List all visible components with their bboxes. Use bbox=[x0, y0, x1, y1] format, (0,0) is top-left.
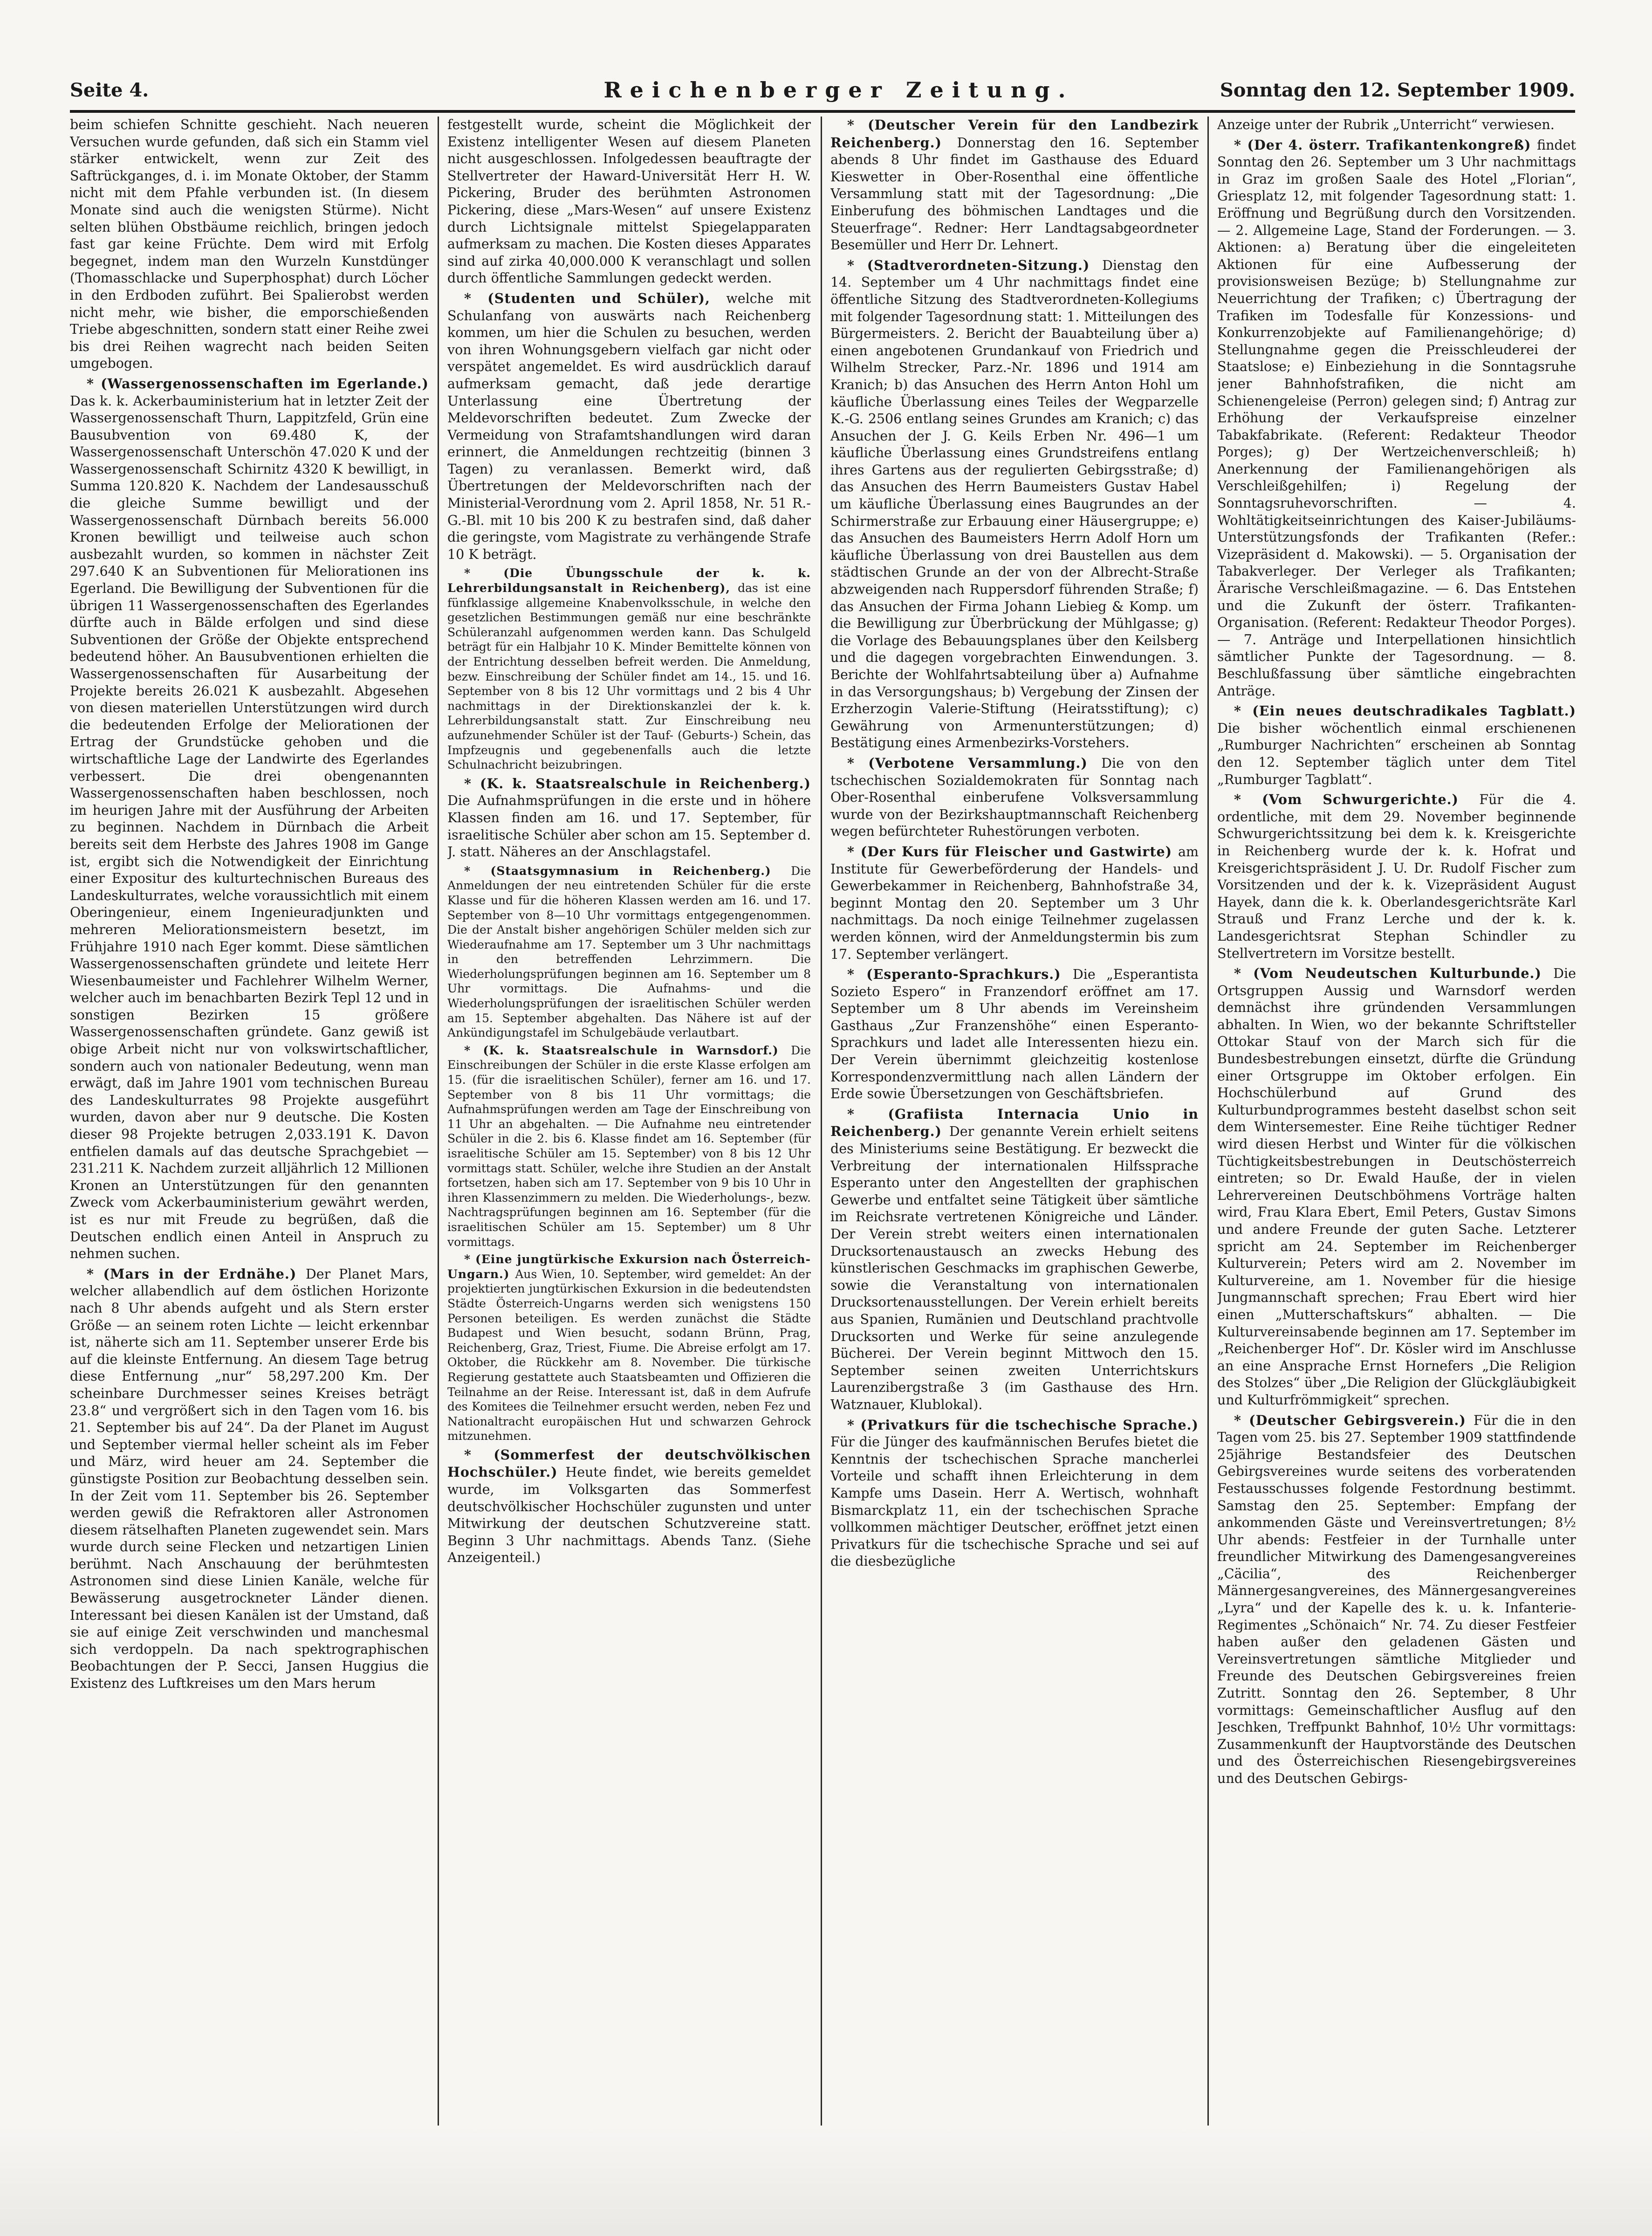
news-article bbox=[1217, 1412, 1576, 1788]
text-column-2 bbox=[447, 117, 811, 2126]
article-body: Der genannte Verein erhielt seitens des Ministeriums seine Bestätigung. Er bezweckt die Verbreitung der internationalen Hilfssprache Esperanto unter den Angestellten der graphischen Gewerbe und entfaltet seine Tätigkeit über sämtliche im Reichsrate vertretenen Königreiche und Länder. Der Verein strebt weiters einen internationalen Drucksortenaustausch an zwecks Hebung des künstlerischen Geschmacks im graphischen Gewerbe, sowie die Veranstaltung von internationalen Drucksortenausstellungen. Der Verein erhielt bereits aus Spanien, Rumänien und Deutschland prachtvolle Drucksorten und Werke für seine anzulegende Bücherei. Der Verein beginnt Mittwoch den 15. September seinen zweiten Unterrichtskurs Laurenzibergstraße 3 (im Gasthause des Hrn. Watznauer, Klublokal). bbox=[830, 1124, 1199, 1412]
column-divider bbox=[1207, 117, 1209, 2126]
article-headline: * (Deutscher Verein für den Landbezirk Reichenberg.) bbox=[830, 117, 1199, 151]
news-article bbox=[830, 1417, 1199, 1570]
news-article bbox=[447, 1252, 811, 1444]
article-headline: * (Vom Schwurgerichte.) bbox=[1234, 791, 1480, 808]
news-article bbox=[70, 375, 429, 1263]
page-number: Seite 4. bbox=[70, 79, 149, 101]
news-article bbox=[447, 864, 811, 1040]
article-body: am Institute für Gewerbeförderung der Handels- und Gewerbekammer in Reichenberg, Bahnhofstraße 34, beginnt Montag den 20. September um 3 Uhr nachmittags. Da noch einige Teilnehmer zugelassen werden können, wird der Anmeldungstermin bis zum 17. September verlängert. bbox=[830, 844, 1199, 962]
article-body: Für die in den Tagen vom 25. bis 27. September 1909 stattfindende 25jährige Bestandsfeier des Deutschen Gebirgsvereines wurde seitens des vorberatenden Festausschusses folgende Festordnung bestimmt. Samstag den 25. September: Empfang der ankommenden Gäste und Vereinsvertretungen; 8½ Uhr abends: Festfeier in der Turnhalle unter freundlicher Mitwirkung des Damengesangvereines „Cäcilia“, des Reichenberger Männergesangvereines, des Männergesangvereines „Lyra“ und der Kapelle des k. u. k. Infanterie-Regimentes „Schönaich“ Nr. 74. Zu dieser Festfeier haben außer den geladenen Gästen und Vereinsvertretungen sämtliche Mitglieder und Freunde des Deutschen Gebirgsvereines freien Zutritt. Sonntag den 26. September, 8 Uhr vormittags: Gemeinschaftlicher Ausflug auf den Jeschken, Treffpunkt Bahnhof, 10½ Uhr vormittags: Zusammenkunft der Hauptvorstände des Deutschen und des Österreichischen Riesengebirgsvereines und des Deutschen Gebirgs- bbox=[1217, 1412, 1576, 1786]
news-article bbox=[447, 775, 811, 861]
news-article bbox=[447, 1043, 811, 1249]
news-article bbox=[830, 966, 1199, 1103]
news-article bbox=[70, 1266, 429, 1692]
article-body: Die „Esperantista Sozieto Espero“ in Franzendorf eröffnet am 17. September um 8 Uhr abends im Vereinsheim Gasthaus „Zur Franzenshöhe“ einen Esperanto-Sprachkurs und ladet alle Interessenten hiezu ein. Der Verein übernimmt gleichzeitig kostenlose Korrespondenzvermittlung nach allen Ländern der Erde sowie Übersetzungen von Geschäftsbriefen. bbox=[830, 967, 1199, 1102]
news-article bbox=[447, 566, 811, 772]
news-article bbox=[447, 1446, 811, 1567]
article-headline: * (Privatkurs für die tschechische Sprache.) bbox=[847, 1417, 1199, 1433]
article-body: Dienstag den 14. September um 4 Uhr nachmittags findet eine öffentliche Sitzung des Stadtverordneten-Kollegiums mit folgender Tagesordnung statt: 1. Mitteilungen des Bürgermeisters. 2. Bericht der Bauabteilung über a) einen angebotenen Grundankauf von Friedrich und Wilhelm Strecker, Parz.-Nr. 1896 und 1914 am Kranich; b) das Ansuchen des Herrn Anton Hohl um käufliche Überlassung eines Teiles der Wegparzelle K.-G. 2506 entlang seines Grundes am Kranich; c) das Ansuchen der J. G. Keils Erben Nr. 496—1 um käufliche Überlassung eines Grundstreifens entlang ihres Gartens aus der regulierten Gebirgsstraße; d) das Ansuchen des Herrn Baumeisters Gustav Habel um käufliche Überlassung eines Baugrundes an der Schirmerstraße zur Erbauung einer Häusergruppe; e) das Ansuchen des Baumeisters Herrn Adolf Horn um käufliche Überlassung von drei Baustellen aus dem städtischen Grunde an der von der Albrecht-Straße abzweigenden nach Ruppersdorf führenden Straße; f) das Ansuchen der Firma Johann Liebieg & Komp. um die Bewilligung zur Überbrückung der Mühlgasse; g) die Vorlage des Bebauungsplanes über den Keilsberg und die dagegen vorgebrachten Einwendungen. 3. Berichte der Wohlfahrtsabteilung über a) Aufnahme in das Versorgungshaus; b) Vergebung der Zinsen der Erzherzogin Valerie-Stiftung (Heiratsstiftung); c) Gewährung von Armenunterstützungen; d) Bestätigung eines Armenbezirks-Vorstehers. bbox=[830, 257, 1199, 751]
article-body: Für die Jünger des kaufmännischen Berufes bietet die Kenntnis der tschechischen Sprache mancherlei Vorteile und schafft ihnen Erleichterung in dem Kampfe ums Dasein. Herr A. Wertisch, wohnhaft Bismarckplatz 11, ein der tschechischen Sprache vollkommen mächtiger Deutscher, eröffnet jetzt einen Privatkurs für die tschechische Sprache und sei auf die diesbezügliche bbox=[830, 1434, 1199, 1569]
news-article bbox=[1217, 965, 1576, 1409]
article-body: Die Einschreibungen der Schüler in die erste Klasse erfolgen am 15. (für die israelitischen Schüler), ferner am 16. und 17. September von 8 bis 11 Uhr vormittags; die Aufnahmsprüfungen werden am Tage der Einschreibung von 11 Uhr an abgehalten. — Die Aufnahme neu eintretender Schüler in die 2. bis 6. Klasse findet am 16. September (für israelitische Schüler am 15. September) von 8 bis 12 Uhr vormittags statt. Schüler, welche ihre Studien an der Anstalt fortsetzen, haben sich am 17. September von 9 bis 10 Uhr in ihren Klassenzimmern zu melden. Die Wiederholungs-, bezw. Nachtragsprüfungen beginnen am 16. September (für die israelitischen Schüler am 15. September) um 8 Uhr vormittags. bbox=[447, 1043, 811, 1249]
article-headline: * (Staatsgymnasium in Reichenberg.) bbox=[464, 864, 791, 878]
column-divider bbox=[821, 117, 822, 2126]
article-headline: * (Die Übungsschule der k. k. Lehrerbildungsanstalt in Reichenberg), bbox=[447, 566, 811, 595]
article-body: Der Planet Mars, welcher allabendlich auf dem östlichen Horizonte nach 8 Uhr abends aufgeht und als Stern erster Größe — an seinem roten Lichte — leicht erkennbar ist, näherte sich am 11. September unserer Erde bis auf die kleinste Entfernung. An diesem Tage betrug diese Entfernung „nur“ 58,297.200 Km. Der scheinbare Durchmesser seines Kreises beträgt 23.8“ und vergrößert sich in den Tagen vom 16. bis 21. September bis auf 24“. Da der Planet im August und September viermal heller scheint als im Feber und März, wird heuer am 24. September die günstigste Position zur Beobachtung desselben sein. In der Zeit vom 11. September bis 26. September werden gewiß die Refraktoren aller Astronomen diesem rätselhaften Planeten zugewendet sein. Mars wurde durch seine Flecken und netzartigen Linien berühmt. Nach Anschauung der berühmtesten Astronomen sind diese Linien Kanäle, welche für Bewässerung ausgetrockneter Länder dienen. Interessant bei diesen Kanälen ist der Umstand, daß sie auf einige Zeit verschwinden und manchesmal sich verdoppeln. Da nach spektrographischen Beobachtungen der P. Secci, Jansen Huggius die Existenz des Luftkreises um den Mars herum bbox=[70, 1266, 429, 1692]
continued-text: festgestellt wurde, scheint die Möglichkeit der Existenz intelligenter Wesen auf diesem Planeten nicht ausgeschlossen. Infolgedessen beauftragte der Stellvertreter der Haward-Universität Herr H. W. Pickering, Bruder des berühmten Astronomen Pickering, diese „Mars-Wesen“ auf unsere Existenz durch Lichtsignale mittelst Spiegelapparaten aufmerksam zu machen. Die Kosten dieses Apparates sind auf zirka 40,000.000 K veranschlagt und sollen durch öffentliche Sammlungen gedeckt werden. bbox=[447, 117, 811, 286]
article-body: findet Sonntag den 26. September um 3 Uhr nachmittags in Graz im großen Saale des Hotel „Florian“, Griesplatz 12, mit folgender Tagesordnung statt: 1. Eröffnung und Begrüßung durch den Vorsitzenden. — 2. Allgemeine Lage, Stand der Forderungen. — 3. Aktionen: a) Beratung über die eingeleiteten Aktionen für eine Aufbesserung der provisionsweisen Bezüge; b) Stellungnahme zur Neuerrichtung der Trafiken; c) Übertragung der Trafiken im Todesfalle für Konzessions- und Konkurrenzobjekte auf Familienangehörige; d) Stellungnahme gegen die Preisschleuderei der Staatslose; e) Einbeziehung in die Sonntagsruhe jener Bahnhofstrafiken, die nicht am Schienengeleise (Perron) gelegen sind; f) Antrag zur Erhöhung der Verkaufspreise einzelner Tabakfabrikate. (Referent: Redakteur Theodor Porges); g) Der Wertzeichenverschleiß; h) Anerkennung der Familienangehörigen als Verschleißgehilfen; i) Regelung der Sonntagsruhevorschriften. — 4. Wohltätigkeitseinrichtungen des Kaiser-Jubiläums-Unterstützungsfonds der Trafikanten (Refer.: Vizepräsident d. Makowski). — 5. Organisation der Tabakverleger. Der Verleger als Trafikanten; Ärarische Verschleißmagazine. — 6. Das Entstehen und die Zukunft der österr. Trafikanten-Organisation. (Referent: Redakteur Theodor Porges). — 7. Anträge und Interpellationen hinsichtlich sämtlicher Punkte der Tagesordnung. — 8. Beschlußfassung über sämtliche eingebrachten Anträge. bbox=[1217, 137, 1576, 699]
article-headline: * (Ein neues deutschradikales Tagblatt.) bbox=[1234, 703, 1576, 719]
article-body: welche mit Schulanfang von auswärts nach Reichenberg kommen, um hier die Schulen zu besuchen, werden von ihren Wohnungsgebern vielfach gar nicht oder verspätet angemeldet. Es wird ausdrücklich darauf aufmerksam gemacht, daß jede derartige Unterlassung eine Übertretung der Meldevorschriften bedeutet. Zum Zwecke der Vermeidung von Strafamtshandlungen wird daran erinnert, die Anmeldungen rechtzeitig (binnen 3 Tagen) zu veranlassen. Bemerkt wird, daß Übertretungen der Meldevorschriften nach der Ministerial-Verordnung vom 2. April 1858, Nr. 51 R.-G.-Bl. mit 10 bis 200 K zu bestrafen sind, daß daher die geringste, vom Magistrate zu verhängende Strafe 10 K beträgt. bbox=[447, 290, 811, 562]
article-headline: * (Studenten und Schüler), bbox=[464, 290, 727, 306]
article-headline: * (Eine jungtürkische Exkursion nach Österreich-Ungarn.) bbox=[447, 1252, 811, 1281]
article-headline: * (Der 4. österr. Trafikantenkongreß) bbox=[1234, 137, 1537, 153]
article-headline: * (Sommerfest der deutschvölkischen Hochschüler.) bbox=[447, 1446, 811, 1480]
issue-date: Sonntag den 12. September 1909. bbox=[1220, 79, 1575, 101]
article-body: das ist eine fünfklassige allgemeine Knabenvolksschule, in welche den gesetzlichen Bestimmungen gemäß nur eine beschränkte Schüleranzahl aufgenommen werden kann. Das Schulgeld beträgt für ein Halbjahr 10 K. Minder Bemittelte können von der Entrichtung desselben befreit werden. Die Anmeldung, bezw. Einschreibung der Schüler findet am 14., 15. und 16. September von 8 bis 12 Uhr vormittags und 2 bis 4 Uhr nachmittags in der Direktionskanzlei der k. k. Lehrerbildungsanstalt statt. Zur Einschreibung neu aufzunehmender Schüler ist der Tauf- (Geburts-) Schein, das Impfzeugnis und gegebenenfalls auch die letzte Schulnachricht beizubringen. bbox=[447, 581, 811, 772]
news-article bbox=[830, 755, 1199, 840]
news-article bbox=[1217, 702, 1576, 788]
article-body: Donnerstag den 16. September abends 8 Uhr findet im Gasthause des Eduard Kieswetter in Ober-Rosenthal eine öffentliche Versammlung statt mit der Tagesordnung: „Die Einberufung des böhmischen Landtages und die Steuerfrage“. Redner: Herr Landtagsabgeordneter Besemüller und Herr Dr. Lehnert. bbox=[830, 135, 1199, 253]
article-headline: * (Grafiista Internacia Unio in Reichenberg.) bbox=[830, 1106, 1199, 1140]
article-body: Heute findet, wie bereits gemeldet wurde, im Volksgarten das Sommerfest deutschvölkischer Hochschüler zugunsten und unter Mitwirkung der deutschen Schutzvereine statt. Beginn 3 Uhr nachmittags. Abends Tanz. (Siehe Anzeigenteil.) bbox=[447, 1465, 811, 1566]
article-body: Das k. k. Ackerbauministerium hat in letzter Zeit der Wassergenossenschaft Thurn, Lappitzfeld, Grün eine Bausubvention von 69.480 K, der Wassergenossenschaft Unterschön 47.020 K und der Wassergenossenschaft Schirnitz 4320 K bewilligt, in Summa 120.820 K. Nachdem der Landesausschuß die gleiche Summe bewilligt und der Wassergenossenschaft Dürnbach bereits 56.000 Kronen bewilligt und teilweise auch schon ausbezahlt wurden, so kommen in nächster Zeit 297.640 K an Subventionen für Meliorationen ins Egerland. Die Bewilligung der Subventionen für die übrigen 11 Wassergenossenschaften des Egerlandes dürfte auch in Bälde erfolgen und sind diese Subventionen der Größe der Objekte entsprechend bedeutend höher. An Bausubventionen erhielten die Wassergenossenschaften für Ausarbeitung der Projekte bereits 26.021 K ausbezahlt. Abgesehen von diesen materiellen Unterstützungen wird durch die bedeutenden Erfolge der Meliorationen der Ertrag der Grundstücke gehoben und die wirtschaftliche Lage der Landwirte des Egerlandes verbessert. Die drei obengenannten Wassergenossenschaften haben beschlossen, noch im heurigen Jahre mit der Ausführung der Arbeiten zu beginnen. Nachdem in Dürnbach die Arbeit bereits seit dem Herbste des Jahres 1908 im Gange ist, ergibt sich die Notwendigkeit der Einrichtung einer Expositur des kulturtechnischen Bureaus des Landeskulturrates, welche voraussichtlich mit einem Oberingenieur, einem Ingenieuradjunkten und mehreren Meliorationsmeistern besetzt, im Frühjahre 1910 nach Eger kommt. Diese sämtlichen Wassergenossenschaften gründete und leitete Herr Wiesenbaumeister und Fachlehrer Wilhelm Werner, welcher auch im benachbarten Bezirk Tepl 12 und in sonstigen Bezirken 15 größere Wassergenossenschaften gründete. Ganz gewiß ist obige Arbeit nicht nur von volkswirtschaftlicher, sondern auch von nationaler Bedeutung, wenn man erwägt, daß im Jahre 1901 vom technischen Bureau des Landeskulturrates 98 Projekte ausgeführt wurden, davon aber nur 9 deutsche. Die Kosten dieser 98 Projekte betrugen 2,033.191 K. Davon entfielen damals auf das deutsche Sprachgebiet — 231.211 K. Nachdem zurzeit alljährlich 12 Millionen Kronen an Unterstützungen für den genannten Zweck vom Ackerbauministerium gewährt werden, ist es nur mit Freude zu begrüßen, daß die Deutschen endlich einen Anteil in Anspruch zu nehmen suchen. bbox=[70, 393, 429, 1262]
news-article bbox=[830, 117, 1199, 254]
article-body: Die Aufnahmsprüfungen in die erste und in höhere Klassen finden am 16. und 17. September, für israelitische Schüler aber schon am 15. September d. J. statt. Näheres an der Anschlagstafel. bbox=[447, 793, 811, 860]
article-headline: * (Stadtverordneten-Sitzung.) bbox=[847, 257, 1103, 273]
article-body: Aus Wien, 10. September, wird gemeldet: An der projektierten jungtürkischen Exkursion in die bedeutendsten Städte Österreich-Ungarns werden sich wenigstens 150 Personen beteiligen. Es werden zunächst die Städte Budapest und Wien besucht, sodann Brünn, Prag, Reichenberg, Graz, Triest, Fiume. Die Abreise erfolgt am 17. Oktober, die Rückkehr am 8. November. Die türkische Regierung gestattete auch Staatsbeamten und Offizieren die Teilnahme an der Reise. Interessant ist, daß in dem Aufrufe des Komitees die Teilnehmer ersucht werden, neben Fez und Nationaltracht europäischen Hut und schwarzen Gehrock mitzunehmen. bbox=[447, 1267, 811, 1443]
article-body: Die Ortsgruppen Aussig und Warnsdorf werden demnächst ihre gründenden Versammlungen abhalten. In Wien, wo der bekannte Schriftsteller Ottokar Stauf von der March sich für die Bundesbestrebungen einsetzt, dürfte die Gründung einer Ortsgruppe im Oktober erfolgen. Ein Hochschülerbund auf Grund des Kulturbundprogrammes besteht daselbst schon seit dem Wintersemester. Eine Reihe tüchtiger Redner wird diesen Herbst und Winter für die völkischen Tüchtigkeitsbestrebungen in Deutschösterreich eintreten; so Dr. Ewald Hauße, der in vielen Lehrervereinen Deutschböhmens Vorträge halten wird, Frau Klara Ebert, Emil Peters, Gustav Simons und andere Freunde der guten Sache. Letzterer spricht am 24. September im Reichenberger Kulturverein; Peters wird am 2. November im Kulturvereine, am 1. November für die hiesige Jungmannschaft sprechen; Frau Ebert wird hier einen „Mutterschaftskurs“ abhalten. — Die Kulturvereinsabende beginnen am 17. September im „Reichenberger Hof“. Dr. Kösler wird im Anschlusse an eine Ansprache Ernst Hornefers „Die Religion des Stolzes“ über „Die Religion der Glückgläubigkeit und Kulturfrömmigkeit“ sprechen. bbox=[1217, 966, 1576, 1408]
article-headline: * (Wassergenossenschaften im Egerlande.) bbox=[87, 375, 429, 392]
column-divider bbox=[438, 117, 439, 2126]
page-header bbox=[70, 74, 1575, 106]
article-headline: * (Deutscher Gebirgsverein.) bbox=[1234, 1412, 1474, 1428]
article-headline: * (K. k. Staatsrealschule in Reichenberg.) bbox=[464, 775, 811, 791]
article-body: Für die 4. ordentliche, mit dem 29. November beginnende Schwurgerichtssitzung bei dem k. k. Kreisgerichte in Reichenberg wurde der k. k. Hofrat und Kreisgerichtspräsident J. U. Dr. Rudolf Fischer zum Vorsitzenden und der k. k. Vizepräsident August Hayek, dann die k. k. Oberlandesgerichtsräte Karl Strauß und Franz Lerche und der k. k. Landesgerichtsrat Stephan Schindler zu Stellvertretern im Vorsitze bestellt. bbox=[1217, 792, 1576, 961]
article-headline: * (K. k. Staatsrealschule in Warnsdorf.) bbox=[464, 1043, 791, 1057]
article-headline: * (Der Kurs für Fleischer und Gastwirte) bbox=[847, 843, 1178, 860]
news-article bbox=[830, 843, 1199, 963]
news-article bbox=[1217, 137, 1576, 700]
article-headline: * (Mars in der Erdnähe.) bbox=[87, 1266, 306, 1282]
news-article bbox=[830, 257, 1199, 752]
page-bottom-margin bbox=[0, 2126, 1652, 2236]
article-headline: * (Vom Neudeutschen Kulturbunde.) bbox=[1234, 965, 1554, 982]
continued-text: beim schiefen Schnitte geschieht. Nach neueren Versuchen wurde gefunden, daß sich ein Stamm viel stärker entwickelt, wenn zur Zeit des Saftrückganges, d. i. im Monate Oktober, der Stamm nicht mit dem Pfahle verbunden ist. (In diesem Monate sind auch die wenigsten Stürme). Nicht selten blühen Obstbäume reichlich, bringen jedoch fast gar keine Früchte. Dem wird mit Erfolg begegnet, indem man den Wurzeln Kunstdünger (Thomasschlacke und Superphosphat) durch Löcher in den Erdboden zuführt. Bei Spalierobst werden nicht mehr, wie bisher, die emporschießenden Triebe abgeschnitten, sondern statt einer Reihe zwei bis drei Reihen wagrecht nach beiden Seiten umgebogen. bbox=[70, 117, 429, 372]
news-article bbox=[447, 290, 811, 564]
text-column-3 bbox=[830, 117, 1199, 2126]
news-article bbox=[1217, 791, 1576, 962]
header-rule bbox=[70, 110, 1575, 113]
text-column-1 bbox=[70, 117, 429, 2126]
news-article bbox=[830, 1106, 1199, 1414]
article-body: Die Anmeldungen der neu eintretenden Schüler für die erste Klasse und für die höheren Klassen werden am 16. und 17. September von 8—10 Uhr vormittags entgegengenommen. Die der Anstalt bisher angehörigen Schüler melden sich zur Wiederaufnahme am 17. September um 3 Uhr nachmittags in den betreffenden Lehrzimmern. Die Wiederholungsprüfungen beginnen am 16. September um 8 Uhr vormittags. Die Aufnahms- und die Wiederholungsprüfungen der israelitischen Schüler werden am 15. September abgehalten. Das Nähere ist auf der Ankündigungstafel im Schulgebäude verlautbart. bbox=[447, 864, 811, 1040]
masthead-title: Reichenberger Zeitung. bbox=[603, 77, 1074, 103]
article-body: Die von den tschechischen Sozialdemokraten für Sonntag nach Ober-Rosenthal einberufene Volksversammlung wurde von der Bezirkshauptmannschaft Reichenberg wegen befürchteter Ruhestörungen verboten. bbox=[830, 755, 1199, 839]
article-body: Die bisher wöchentlich einmal erschienenen „Rumburger Nachrichten“ erscheinen ab Sonntag den 12. September täglich unter dem Titel „Rumburger Tagblatt“. bbox=[1217, 720, 1576, 787]
article-headline: * (Verbotene Versammlung.) bbox=[847, 755, 1102, 771]
article-headline: * (Esperanto-Sprachkurs.) bbox=[847, 966, 1073, 983]
text-column-4 bbox=[1217, 117, 1576, 2126]
continued-text: Anzeige unter der Rubrik „Unterricht“ verwiesen. bbox=[1217, 117, 1555, 132]
